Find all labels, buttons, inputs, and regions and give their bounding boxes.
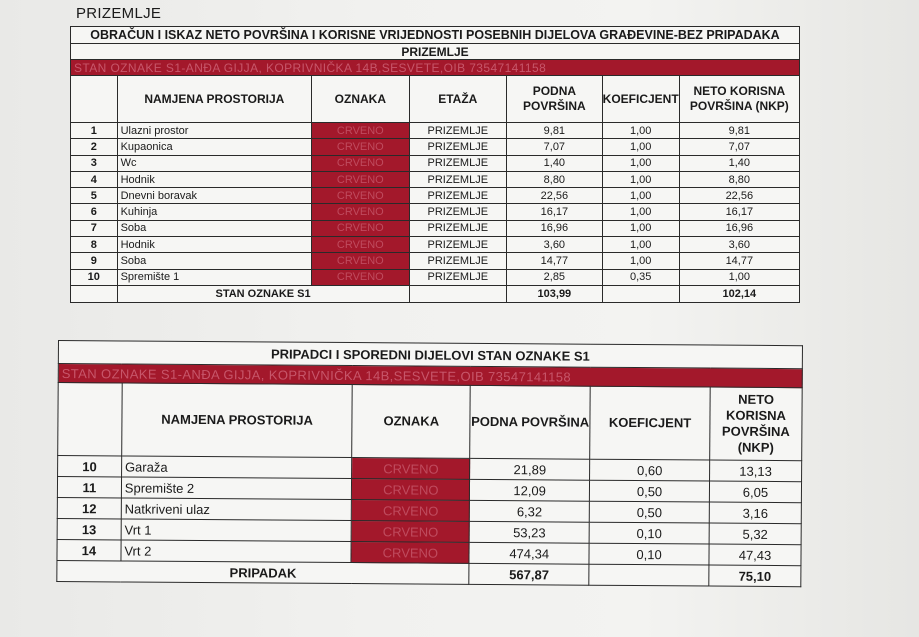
cell-no: 3 <box>71 155 118 171</box>
cell-no: 7 <box>71 220 118 236</box>
cell-floor: PRIZEMLJE <box>409 139 507 155</box>
cell-net: 16,96 <box>679 220 799 236</box>
cell-no: 1 <box>71 123 118 139</box>
cell-floor: PRIZEMLJE <box>409 269 507 285</box>
cell-name: Dnevni boravak <box>117 188 312 204</box>
cell-mark: CRVENO <box>312 123 409 139</box>
net-area-table <box>70 26 800 303</box>
cell-name: Wc <box>117 155 312 171</box>
cell-area: 2,85 <box>507 269 603 285</box>
cell-area: 21,89 <box>470 458 590 480</box>
cell-name: Vrt 2 <box>121 540 352 563</box>
cell-mark: CRVENO <box>312 269 409 285</box>
cell-name: Soba <box>117 220 312 236</box>
table1-subtitle: PRIZEMLJE <box>71 44 800 60</box>
table1-total-net: 102,14 <box>679 285 799 302</box>
cell-coef: 1,00 <box>602 188 679 204</box>
table2-rows <box>57 456 802 566</box>
cell-net: 13,13 <box>710 460 802 482</box>
cell-net: 3,60 <box>679 237 799 253</box>
cell-coef: 1,00 <box>602 253 679 269</box>
cell-mark: CRVENO <box>312 171 409 187</box>
col-header-name: NAMJENA PROSTORIJA <box>117 76 312 123</box>
table1-rows <box>71 123 800 286</box>
cell-net: 1,40 <box>679 155 799 171</box>
cell-no: 14 <box>57 539 121 560</box>
col-header-net: NETO KORISNA POVRŠINA (NKP) <box>679 76 799 123</box>
cell-mark: CRVENO <box>312 220 409 236</box>
table2-title: PRIPADCI I SPOREDNI DIJELOVI STAN OZNAKE S1 <box>58 341 802 369</box>
table-row <box>71 220 800 236</box>
col-header-no <box>71 76 118 123</box>
cell-floor: PRIZEMLJE <box>409 155 507 171</box>
appurtenances-table <box>56 340 803 587</box>
cell-floor: PRIZEMLJE <box>409 204 507 220</box>
table1-title: OBRAČUN I ISKAZ NETO POVRŠINA I KORISNE VRIJEDNOSTI POSEBNIH DIJELOVA GRAĐEVINE-BEZ PRIPADAKA <box>71 27 800 44</box>
cell-coef: 1,00 <box>602 204 679 220</box>
cell-no: 2 <box>71 139 118 155</box>
cell-area: 474,34 <box>469 542 589 564</box>
cell-coef: 1,00 <box>602 220 679 236</box>
cell-name: Spremište 2 <box>121 477 352 500</box>
table-row <box>71 139 800 155</box>
col-header-net: NETO KORISNA POVRŠINA (NKP) <box>710 387 802 461</box>
col-header-no <box>58 383 122 456</box>
cell-mark: CRVENO <box>351 542 469 564</box>
cell-mark: CRVENO <box>312 139 409 155</box>
cell-area: 9,81 <box>507 123 603 139</box>
cell-no: 12 <box>57 497 121 518</box>
cell-net: 7,07 <box>679 139 799 155</box>
cell-area: 6,32 <box>470 500 590 522</box>
cell-name: Kuhinja <box>117 204 312 220</box>
cell-net: 6,05 <box>709 481 801 503</box>
cell-coef: 0,10 <box>589 543 709 565</box>
table1-total-area: 103,99 <box>507 285 603 302</box>
cell-mark: CRVENO <box>352 500 470 522</box>
col-header-area: PODNA POVRŠINA <box>507 76 603 123</box>
table1-owner-banner: STAN OZNAKE S1-ANĐA GIJJA, KOPRIVNIČKA 14B,SESVETE,OIB 73547141158 <box>71 60 800 76</box>
cell-name: Hodnik <box>117 237 312 253</box>
cell-area: 16,17 <box>507 204 603 220</box>
cell-coef: 0,50 <box>589 501 709 523</box>
table2-total-row <box>57 560 801 586</box>
cell-mark: CRVENO <box>312 253 409 269</box>
col-header-area: PODNA POVRŠINA <box>470 385 590 459</box>
cell-no: 6 <box>71 204 118 220</box>
cell-floor: PRIZEMLJE <box>409 171 507 187</box>
table2-owner-banner: STAN OZNAKE S1-ANĐA GIJJA, KOPRIVNIČKA 14B,SESVETE,OIB 73547141158 <box>58 364 802 388</box>
cell-name: Garaža <box>121 456 352 479</box>
table2-total-label: PRIPADAK <box>57 560 469 584</box>
cell-net: 47,43 <box>709 544 801 566</box>
cell-name: Soba <box>117 253 312 269</box>
table-row <box>71 269 800 285</box>
cell-area: 14,77 <box>507 253 603 269</box>
cell-area: 3,60 <box>507 237 603 253</box>
cell-no: 4 <box>71 171 118 187</box>
cell-no: 8 <box>71 237 118 253</box>
cell-coef: 0,60 <box>590 459 710 481</box>
cell-coef: 0,50 <box>590 480 710 502</box>
cell-floor: PRIZEMLJE <box>409 220 507 236</box>
table-row <box>71 123 800 139</box>
col-header-name: NAMJENA PROSTORIJA <box>122 383 353 458</box>
col-header-floor: ETAŽA <box>409 76 507 123</box>
cell-floor: PRIZEMLJE <box>409 237 507 253</box>
cell-coef: 1,00 <box>602 237 679 253</box>
cell-name: Ulazni prostor <box>117 123 312 139</box>
cell-mark: CRVENO <box>312 204 409 220</box>
cell-no: 13 <box>57 518 121 539</box>
cell-net: 22,56 <box>679 188 799 204</box>
table1-total-label: STAN OZNAKE S1 <box>117 285 409 302</box>
cell-name: Natkriveni ulaz <box>121 498 352 521</box>
cell-area: 12,09 <box>470 479 590 501</box>
cell-coef: 1,00 <box>602 155 679 171</box>
cell-net: 9,81 <box>679 123 799 139</box>
col-header-mark: OZNAKA <box>312 76 409 123</box>
cell-area: 8,80 <box>507 171 603 187</box>
cell-no: 10 <box>58 456 122 477</box>
cell-floor: PRIZEMLJE <box>409 188 507 204</box>
table-row <box>71 253 800 269</box>
page-heading: PRIZEMLJE <box>76 5 162 22</box>
cell-no: 11 <box>57 477 121 498</box>
col-header-coef: KOEFICJENT <box>602 76 679 123</box>
cell-net: 14,77 <box>679 253 799 269</box>
table-row <box>71 171 800 187</box>
cell-floor: PRIZEMLJE <box>409 123 507 139</box>
table1-total-row <box>71 285 800 302</box>
col-header-mark: OZNAKA <box>352 385 470 459</box>
table-row <box>71 237 800 253</box>
cell-name: Spremište 1 <box>117 269 312 285</box>
cell-name: Vrt 1 <box>121 519 352 542</box>
cell-area: 1,40 <box>507 155 603 171</box>
table-row <box>71 188 800 204</box>
col-header-coef: KOEFICJENT <box>590 386 710 460</box>
cell-area: 22,56 <box>507 188 603 204</box>
table2-total-area: 567,87 <box>469 563 589 585</box>
cell-no: 5 <box>71 188 118 204</box>
cell-coef: 0,10 <box>589 522 709 544</box>
table-row <box>71 204 800 220</box>
cell-mark: CRVENO <box>312 155 409 171</box>
cell-no: 10 <box>71 269 118 285</box>
cell-net: 1,00 <box>679 269 799 285</box>
cell-coef: 1,00 <box>602 123 679 139</box>
cell-no: 9 <box>71 253 118 269</box>
cell-name: Hodnik <box>117 171 312 187</box>
cell-coef: 0,35 <box>602 269 679 285</box>
cell-net: 16,17 <box>679 204 799 220</box>
cell-net: 8,80 <box>679 171 799 187</box>
cell-mark: CRVENO <box>352 521 470 543</box>
cell-mark: CRVENO <box>312 188 409 204</box>
cell-area: 16,96 <box>507 220 603 236</box>
cell-mark: CRVENO <box>352 479 470 501</box>
cell-net: 5,32 <box>709 523 801 545</box>
cell-net: 3,16 <box>709 502 801 524</box>
cell-mark: CRVENO <box>352 458 470 480</box>
cell-floor: PRIZEMLJE <box>409 253 507 269</box>
table2-total-net: 75,10 <box>709 565 801 587</box>
cell-area: 7,07 <box>507 139 603 155</box>
cell-name: Kupaonica <box>117 139 312 155</box>
cell-coef: 1,00 <box>602 171 679 187</box>
table-row <box>71 155 800 171</box>
cell-mark: CRVENO <box>312 237 409 253</box>
cell-area: 53,23 <box>469 521 589 543</box>
cell-coef: 1,00 <box>602 139 679 155</box>
